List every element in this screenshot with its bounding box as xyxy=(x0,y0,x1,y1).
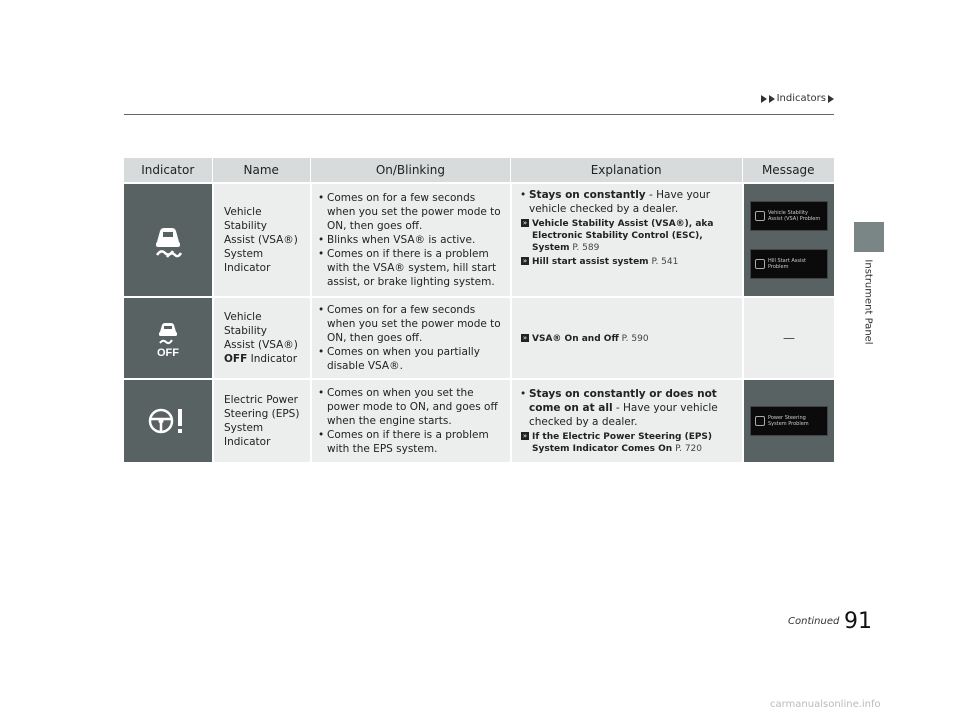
page-number: 91 xyxy=(844,609,872,634)
name-line: Steering (EPS) xyxy=(224,408,300,420)
cross-reference-link[interactable]: » Vehicle Stability Assist (VSA®), aka Electronic Stability Control (ESC), System P. 589 xyxy=(522,219,714,253)
breadcrumb xyxy=(761,93,834,104)
breadcrumb-label: Indicators xyxy=(776,93,826,104)
list-item: • Stays on constantly - Have your vehicle checked by a dealer. xyxy=(518,188,736,216)
column-header: Explanation xyxy=(511,158,743,182)
list-item: • Comes on for a few seconds when you set the power mode to ON, then goes off. xyxy=(316,303,504,345)
indicator-cell xyxy=(124,298,212,378)
indicator-cell xyxy=(124,184,212,296)
message-screen: Vehicle Stability Assist (VSA) Problem xyxy=(750,201,828,231)
explanation-cell xyxy=(510,184,742,296)
list-item: • Comes on if there is a problem with the EPS system. xyxy=(316,428,504,456)
on-blinking-cell xyxy=(310,380,510,462)
list-item: • Blinks when VSA® is active. xyxy=(316,233,504,247)
vsa-off-icon xyxy=(148,318,188,358)
name-cell xyxy=(212,380,310,462)
reference-arrow-icon: » xyxy=(522,432,528,440)
column-header: Indicator xyxy=(124,158,213,182)
section-tab xyxy=(854,222,884,252)
vsa-skid-icon xyxy=(148,220,188,260)
cross-reference-link[interactable]: » Hill start assist system P. 541 xyxy=(522,257,679,267)
on-blinking-cell xyxy=(310,184,510,296)
explanation-cell xyxy=(510,380,742,462)
breadcrumb-arrow-icon xyxy=(761,95,767,103)
list-item: • Comes on when you set the power mode to ON, and goes off when the engine starts. xyxy=(316,386,504,428)
no-message-dash: — xyxy=(783,331,795,345)
name-line: Assist (VSA®) xyxy=(224,234,298,246)
breadcrumb-arrow-icon xyxy=(828,95,834,103)
message-screen: Power Steering System Problem xyxy=(750,406,828,436)
indicator-table xyxy=(124,158,834,462)
header-rule xyxy=(124,114,834,115)
name-line: System Indicator xyxy=(224,248,271,274)
cross-reference-link[interactable]: » If the Electric Power Steering (EPS) System Indicator Comes On P. 720 xyxy=(522,432,713,454)
list-item: • Comes on if there is a problem with the VSA® system, hill start assist, or brake lighting system. xyxy=(316,247,504,289)
section-label: Instrument Panel xyxy=(862,259,874,345)
table-row xyxy=(124,378,834,462)
eps-warning-icon xyxy=(145,401,191,441)
table-row xyxy=(124,296,834,378)
vsa-warning-icon xyxy=(755,211,765,221)
message-cell xyxy=(742,184,834,296)
eps-warning-icon xyxy=(755,416,765,426)
list-item: • Comes on for a few seconds when you set the power mode to ON, then goes off. xyxy=(316,191,504,233)
hill-start-icon xyxy=(755,259,765,269)
name-line: Vehicle Stability xyxy=(224,206,267,232)
indicator-cell xyxy=(124,380,212,462)
cross-reference-link[interactable]: » VSA® On and Off P. 590 xyxy=(522,334,649,344)
name-cell xyxy=(212,184,310,296)
message-screen: Hill Start Assist Problem xyxy=(750,249,828,279)
name-line: Electric Power xyxy=(224,394,298,406)
column-header: Name xyxy=(213,158,311,182)
column-header: Message xyxy=(761,163,815,177)
table-header xyxy=(124,158,834,182)
watermark: carmanualsonline.info xyxy=(770,699,881,710)
message-cell xyxy=(742,380,834,462)
name-line: Assist (VSA®) xyxy=(224,339,298,351)
explanation-cell xyxy=(510,298,742,378)
breadcrumb-arrow-icon xyxy=(769,95,775,103)
name-line: Vehicle Stability xyxy=(224,311,267,337)
table-row xyxy=(124,182,834,296)
message-cell xyxy=(742,298,834,378)
name-line: OFF Indicator xyxy=(224,353,298,365)
reference-arrow-icon: » xyxy=(522,219,528,227)
reference-arrow-icon: » xyxy=(522,334,528,342)
continued-label: Continued xyxy=(788,616,840,627)
reference-arrow-icon: » xyxy=(522,257,528,265)
on-blinking-cell xyxy=(310,298,510,378)
name-line: System Indicator xyxy=(224,422,271,448)
column-header: On/Blinking xyxy=(311,158,511,182)
off-label: OFF xyxy=(157,347,179,358)
list-item: • Comes on when you partially disable VSA®. xyxy=(316,345,504,373)
name-cell xyxy=(212,298,310,378)
list-item: • Stays on constantly or does not come on at all - Have your vehicle checked by a dealer. xyxy=(518,387,736,429)
